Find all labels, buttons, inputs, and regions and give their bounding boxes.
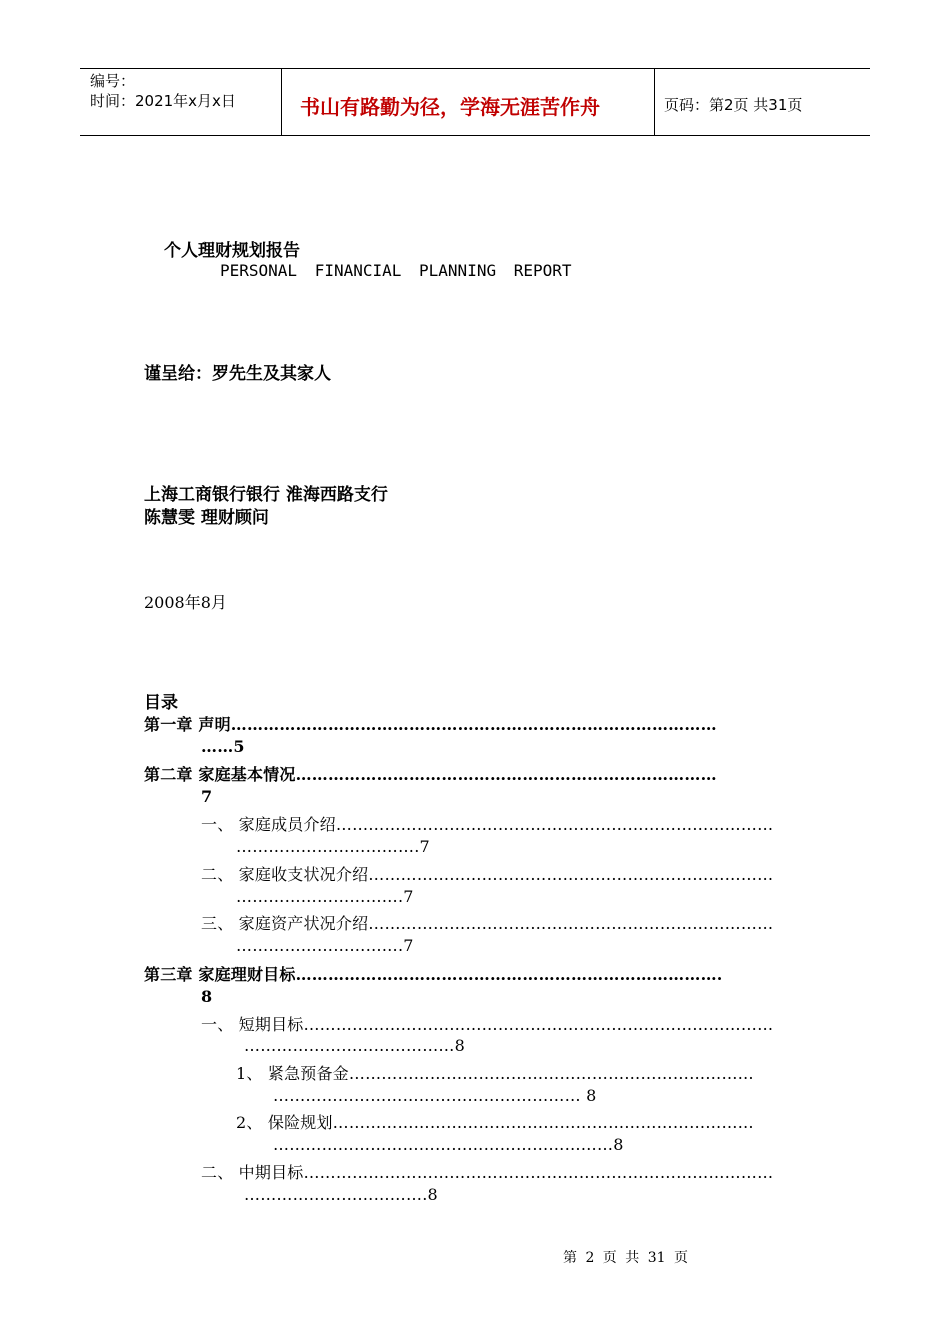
toc-subsection-3-1-1-page: ………………………………………………… 8 bbox=[273, 1086, 597, 1105]
report-title-cn: 个人理财规划报告 bbox=[164, 241, 300, 261]
toc-section-2-1: 一、 家庭成员介绍……………………………………………………………………… bbox=[201, 815, 774, 834]
toc-chapter-3-page: 8 bbox=[201, 987, 213, 1006]
toc-section-3-1-page: …………………………………8 bbox=[244, 1036, 465, 1055]
header-bottom-border bbox=[80, 135, 870, 136]
header-top-border bbox=[80, 68, 870, 69]
header-page-info: 页码：第2页 共31页 bbox=[664, 96, 803, 114]
toc-section-3-1: 一、 短期目标…………………………………………………………………………… bbox=[201, 1015, 774, 1034]
toc-section-2-3-page: ………………………….7 bbox=[236, 936, 414, 955]
toc-section-3-2-page: …………………………….8 bbox=[244, 1185, 438, 1204]
toc-subsection-3-1-2-page: ………………………………………………………8 bbox=[273, 1135, 624, 1154]
toc-section-2-2: 二、 家庭收支状况介绍………………………………………………………………… bbox=[201, 865, 774, 884]
header-divider-2 bbox=[654, 68, 655, 136]
toc-section-3-2: 二、 中期目标…………………………………………………………………………… bbox=[201, 1163, 774, 1182]
toc-chapter-2: 第二章 家庭基本情况…………………………………………………………………… bbox=[144, 765, 717, 784]
toc-section-2-1-page: …………………………….7 bbox=[236, 837, 430, 856]
header-divider-1 bbox=[281, 68, 282, 136]
toc-subsection-3-1-2: 2、 保险规划…………………………………………………………………… bbox=[236, 1113, 754, 1132]
report-date: 2008年8月 bbox=[144, 593, 227, 612]
toc-chapter-1: 第一章 声明……………………………………………………………………………… bbox=[144, 715, 717, 734]
advisor-name: 陈慧雯 理财顾问 bbox=[144, 508, 269, 528]
toc-chapter-3: 第三章 家庭理财目标……………………………………………………………………. bbox=[144, 965, 723, 984]
toc-chapter-1-page: ……5 bbox=[201, 737, 245, 756]
presented-to: 谨呈给：罗先生及其家人 bbox=[144, 364, 331, 384]
header-motto: 书山有路勤为径，学海无涯苦作舟 bbox=[300, 95, 600, 119]
bank-branch: 上海工商银行银行 淮海西路支行 bbox=[144, 485, 388, 505]
toc-heading: 目录 bbox=[144, 693, 178, 713]
toc-subsection-3-1-1: 1、 紧急预备金………………………………………………………………… bbox=[236, 1064, 754, 1083]
header-time-label: 时间：2021年x月x日 bbox=[90, 92, 236, 110]
report-title-en: PERSONAL FINANCIAL PLANNING REPORT bbox=[220, 261, 572, 280]
page-footer: 第 2 页 共 31 页 bbox=[563, 1250, 688, 1266]
header-number-label: 编号： bbox=[90, 72, 136, 90]
toc-section-2-2-page: ………………………….7 bbox=[236, 887, 414, 906]
toc-section-2-3: 三、 家庭资产状况介绍………………………………………………………………… bbox=[201, 914, 774, 933]
toc-chapter-2-page: 7 bbox=[201, 787, 213, 806]
